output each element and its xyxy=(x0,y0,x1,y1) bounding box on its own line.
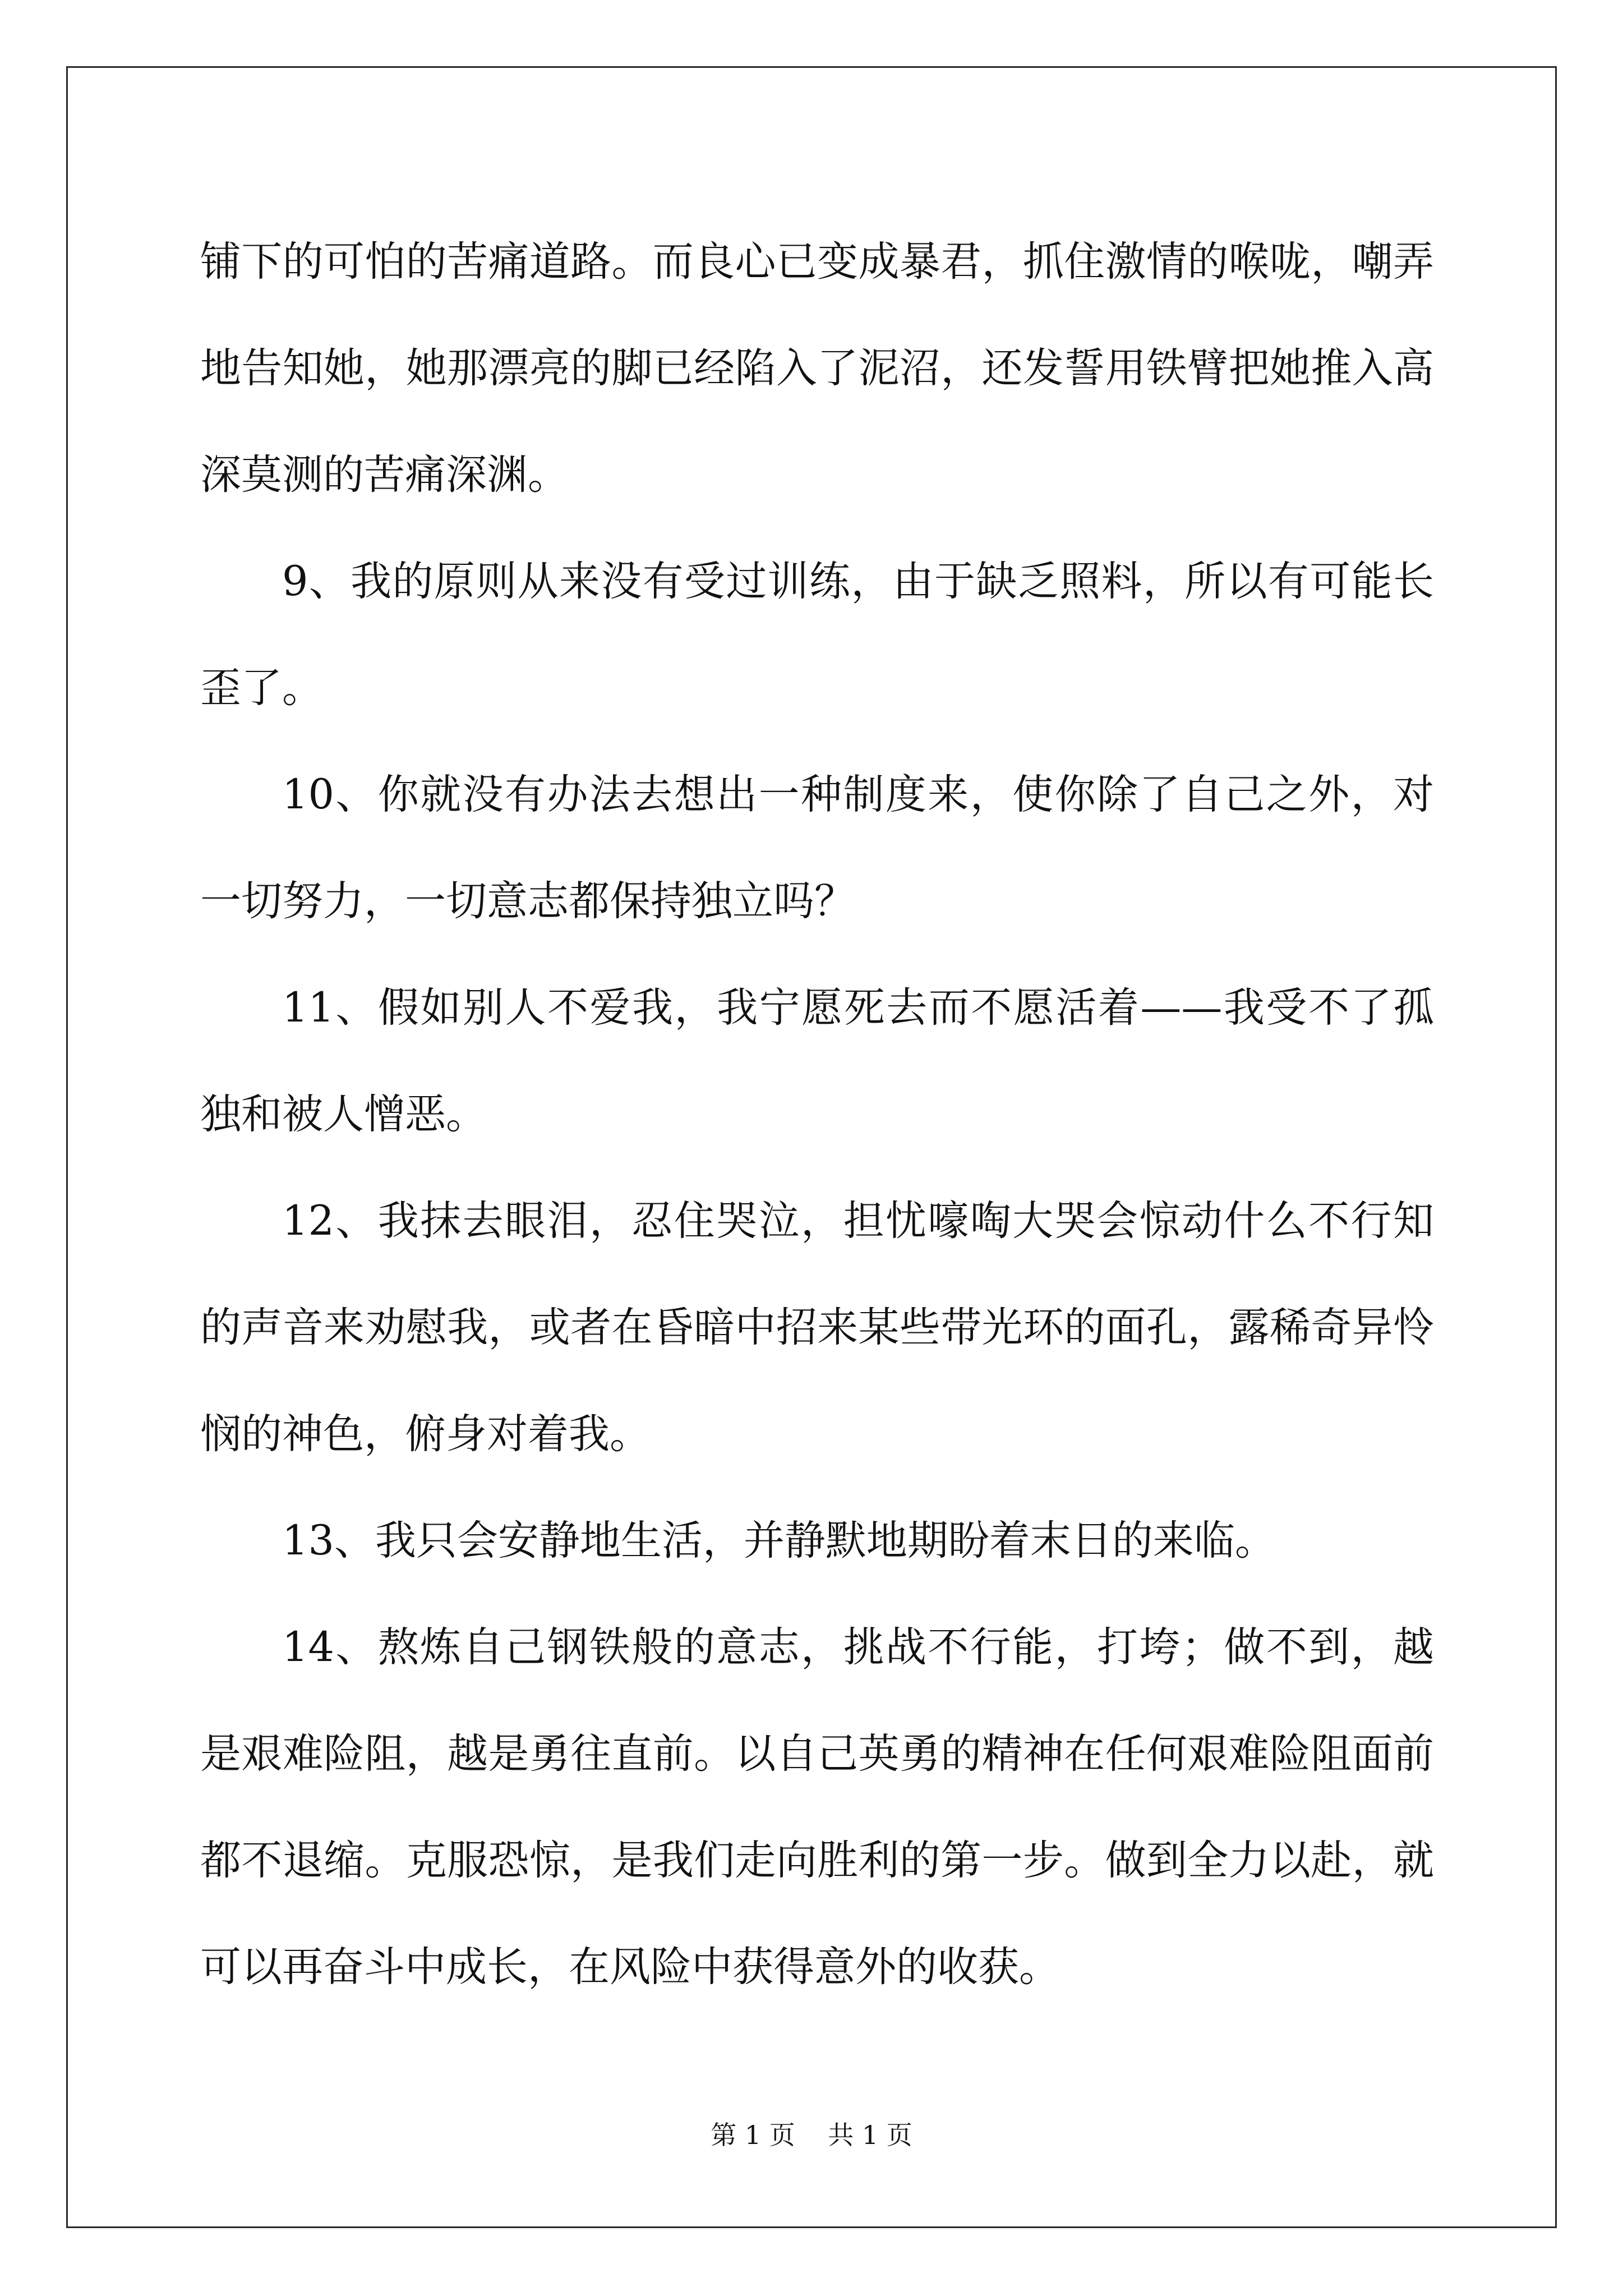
paragraph: 10、你就没有办法去想出一种制度来，使你除了自己之外，对一切努力，一切意志都保持独立吗？ xyxy=(200,771,1434,925)
paragraph: 铺下的可怕的苦痛道路。而良心已变成暴君，抓住激情的喉咙，嘲弄地告知她，她那漂亮的脚已经陷入了泥沼，还发誓用铁臂把她推入高深莫测的苦痛深渊。 xyxy=(200,238,1434,499)
page-number-footer: 第 1 页 共 1 页 xyxy=(711,2120,912,2150)
paragraph: 11、假如别人不爱我，我宁愿死去而不愿活着——我受不了孤独和被人憎恶。 xyxy=(200,984,1434,1138)
paragraph: 12、我抹去眼泪，忍住哭泣，担忧嚎啕大哭会惊动什么不行知的声音来劝慰我，或者在昏暗中招来某些带光环的面孔，露稀奇异怜悯的神色，俯身对着我。 xyxy=(200,1197,1434,1458)
paragraph: 14、熬炼自己钢铁般的意志，挑战不行能，打垮；做不到，越是艰难险阻，越是勇往直前。以自己英勇的精神在任何艰难险阻面前都不退缩。克服恐惊，是我们走向胜利的第一步。做到全力以赴，就可以再奋斗中成长，在风险中获得意外的收获。 xyxy=(200,1623,1434,1991)
paragraph: 9、我的原则从来没有受过训练，由于缺乏照料，所以有可能长歪了。 xyxy=(200,558,1434,712)
paragraph: 13、我只会安静地生活，并静默地期盼着末日的来临。 xyxy=(282,1517,1276,1565)
document-body xyxy=(200,209,1434,2021)
